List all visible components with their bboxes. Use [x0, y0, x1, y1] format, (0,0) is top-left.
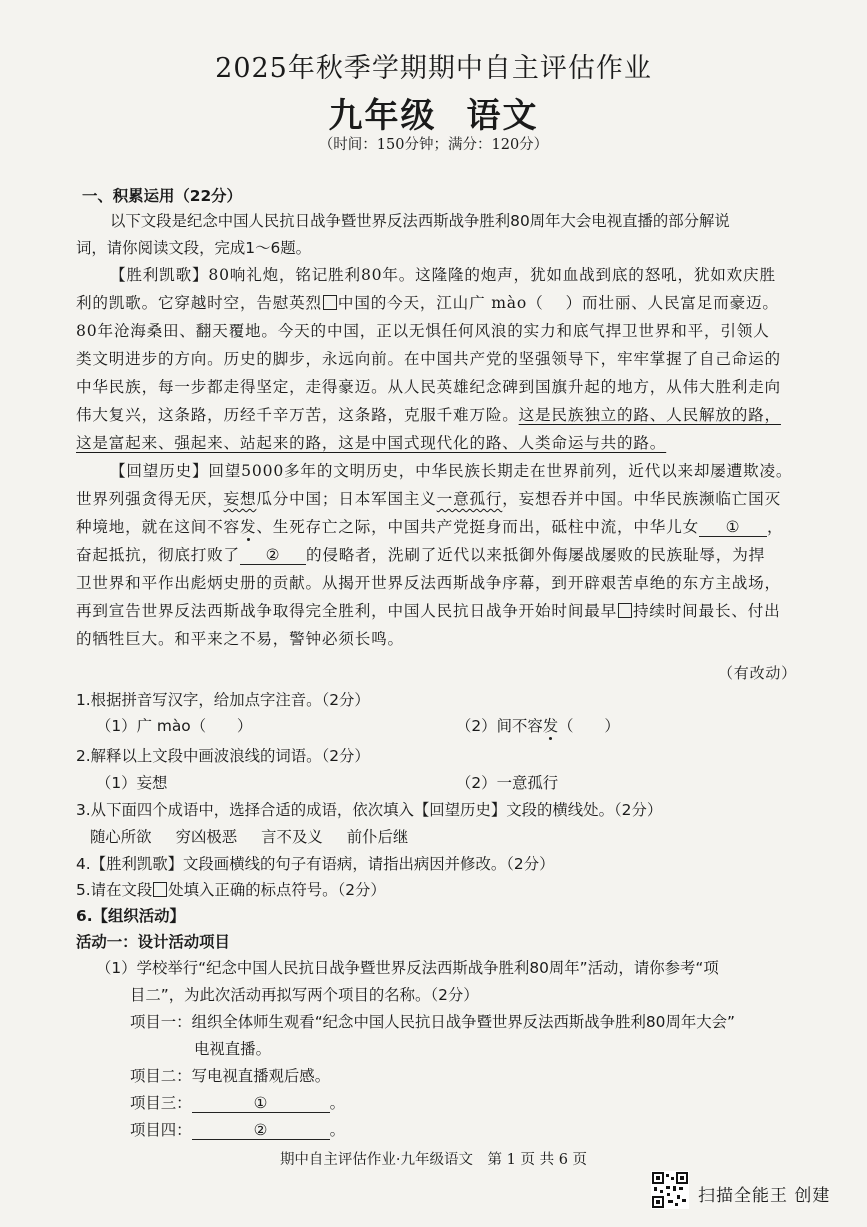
page-footer: 期中自主评估作业·九年级语文 第 1 页 共 6 页	[279, 1152, 588, 1168]
subject: 语文	[466, 96, 539, 136]
passage-text: ，妄想吞并中国。中华民族濒临亡国灭	[502, 490, 781, 508]
idiom-option: 言不及义	[261, 828, 323, 846]
grade: 九年级	[328, 96, 437, 136]
exam-title: 2025年秋季学期期中自主评估作业	[215, 53, 652, 84]
intro-line-2: 词，请你阅读文段，完成1～6题。	[76, 239, 312, 257]
question-2a: （1）妄想	[96, 774, 168, 792]
punctuation-box	[153, 882, 167, 897]
qr-code-icon	[651, 1171, 689, 1209]
passage1-line: 【胜利凯歌】80响礼炮，铭记胜利80年。这隆隆的炮声，犹如血战到底的怒吼，犹如欢庆胜	[110, 266, 776, 284]
question-1: 1.根据拼音写汉字，给加点字注音。（2分）	[76, 691, 370, 709]
passage2-line: 卫世界和平作出彪炳史册的贡献。从揭开世界反法西斯战争序幕，到开辟艰苦卓绝的东方主战场，	[76, 574, 781, 592]
passage-text: 伟大复兴，这条路，历经千辛万苦，这条路，克服千难万险。	[76, 406, 519, 424]
wavy-word: 妄想	[223, 490, 257, 508]
project-1: 项目一：组织全体师生观看“纪念中国人民抗日战争暨世界反法西斯战争胜利80周年大会”	[130, 1013, 735, 1031]
idiom-option: 随心所欲	[90, 828, 152, 846]
underlined-sentence: 这是民族独立的路、人民解放的路，	[518, 406, 781, 424]
section-heading: 一、积累运用（22分）	[82, 187, 242, 205]
passage1-line	[76, 293, 817, 313]
period: 。	[329, 1121, 345, 1139]
passage2-line: 的牺牲巨大。和平来之不易，警钟必须长鸣。	[76, 630, 404, 648]
project-4-blank[interactable]: ②	[192, 1121, 330, 1140]
passage-text: 、生死存亡之际，中国共产党挺身而出，砥柱中流，中华儿女	[256, 518, 699, 536]
passage2-line	[76, 489, 817, 509]
passage2-line	[76, 601, 817, 621]
passage-text: ，	[767, 518, 784, 536]
project-2: 项目二：写电视直播观后感。	[130, 1067, 331, 1085]
dotted-char: 发	[542, 717, 559, 735]
activity-1-heading: 活动一：设计活动项目	[76, 933, 230, 951]
dotted-char: 发	[239, 518, 257, 536]
passage2-line	[76, 545, 817, 565]
passage-text: 利的凯歌。它穿越时空，告慰英烈	[76, 294, 322, 312]
punctuation-box	[618, 603, 632, 618]
passage1-line	[76, 405, 817, 425]
passage-text: 奋起抵抗，彻底打败了	[76, 546, 240, 564]
idiom-option: 前仆后继	[346, 828, 409, 846]
project-1-cont: 电视直播。	[194, 1040, 271, 1058]
period: 。	[329, 1094, 345, 1112]
underlined-sentence: 这是富起来、强起来、站起来的路，这是中国式现代化的路、人类命运与共的路。	[76, 434, 667, 452]
activity-1-prompt: （1）学校举行“纪念中国人民抗日战争暨世界反法西斯战争胜利80周年”活动，请你参考“项	[96, 959, 719, 977]
passage-text: 的侵略者，洗刷了近代以来抵御外侮屡战屡败的民族耻辱，为捍	[305, 546, 765, 564]
source-note: （有改动）	[717, 664, 797, 682]
question-6: 6.【组织活动】	[76, 907, 185, 925]
grade-subject	[0, 88, 867, 137]
fill-blank-2[interactable]: ②	[240, 546, 306, 565]
question-5	[76, 880, 817, 900]
fill-blank-1[interactable]: ①	[699, 518, 767, 537]
activity-1-prompt: 目二”，为此次活动再拟写两个项目的名称。（2分）	[130, 986, 479, 1004]
passage1-line: 中华民族，每一步都走得坚定，走得豪迈。从人民英雄纪念碑到国旗升起的地方，从伟大胜利走向	[76, 378, 781, 396]
question-text: 5.请在文段	[76, 881, 153, 899]
passage-text: 持续时间最长、付出	[633, 602, 781, 620]
question-2: 2.解释以上文段中画波浪线的词语。（2分）	[76, 747, 370, 765]
punctuation-box	[323, 295, 337, 310]
question-text: （ ）	[558, 717, 620, 735]
question-text: （2）间不容	[456, 717, 543, 735]
passage1-line: 80年沧海桑田、翻天覆地。今天的中国，正以无惧任何风浪的实力和底气捍卫世界和平，引领人	[76, 322, 770, 340]
passage2-line: 【回望历史】回望5000多年的文明历史，中华民族长期走在世界前列，近代以来却屡遭欺凌。	[110, 462, 793, 480]
project-4	[130, 1120, 817, 1140]
wavy-word: 一意孤行	[436, 490, 503, 508]
time-info: （时间：150分钟；满分：120分）	[318, 137, 549, 153]
project-3	[130, 1093, 817, 1113]
project-label: 项目三：	[130, 1094, 192, 1112]
passage-text: 种境地，就在这间不容	[76, 518, 240, 536]
question-1a: （1）广 mào（ ）	[96, 717, 253, 735]
passage-text: 中国的今天，江山广 mào（ ）而壮丽、人民富足而豪迈。	[337, 294, 779, 312]
scanner-watermark: 扫描全能王 创建	[698, 1186, 831, 1206]
passage-text: 瓜分中国；日本军国主义	[256, 490, 437, 508]
idiom-option: 穷凶极恶	[175, 828, 238, 846]
passage1-line: 类文明进步的方向。历史的脚步，永远向前。在中国共产党的坚强领导下，牢牢掌握了自己命运的	[76, 350, 781, 368]
question-4: 4.【胜利凯歌】文段画横线的句子有语病，请指出病因并修改。（2分）	[76, 855, 555, 873]
question-1b	[456, 716, 817, 736]
project-3-blank[interactable]: ①	[192, 1094, 330, 1113]
question-2b: （2）一意孤行	[456, 774, 559, 792]
passage-text: 再到宣告世界反法西斯战争取得完全胜利，中国人民抗日战争开始时间最早	[76, 602, 617, 620]
question-text: 处填入正确的标点符号。（2分）	[168, 881, 386, 899]
project-label: 项目四：	[130, 1121, 192, 1139]
passage-text: 世界列强贪得无厌，	[76, 490, 224, 508]
intro-line-1: 以下文段是纪念中国人民抗日战争暨世界反法西斯战争胜利80周年大会电视直播的部分解说	[110, 212, 730, 230]
idiom-options	[90, 827, 817, 847]
question-3: 3.从下面四个成语中，选择合适的成语，依次填入【回望历史】文段的横线处。（2分）	[76, 801, 663, 819]
passage2-line	[76, 517, 817, 537]
